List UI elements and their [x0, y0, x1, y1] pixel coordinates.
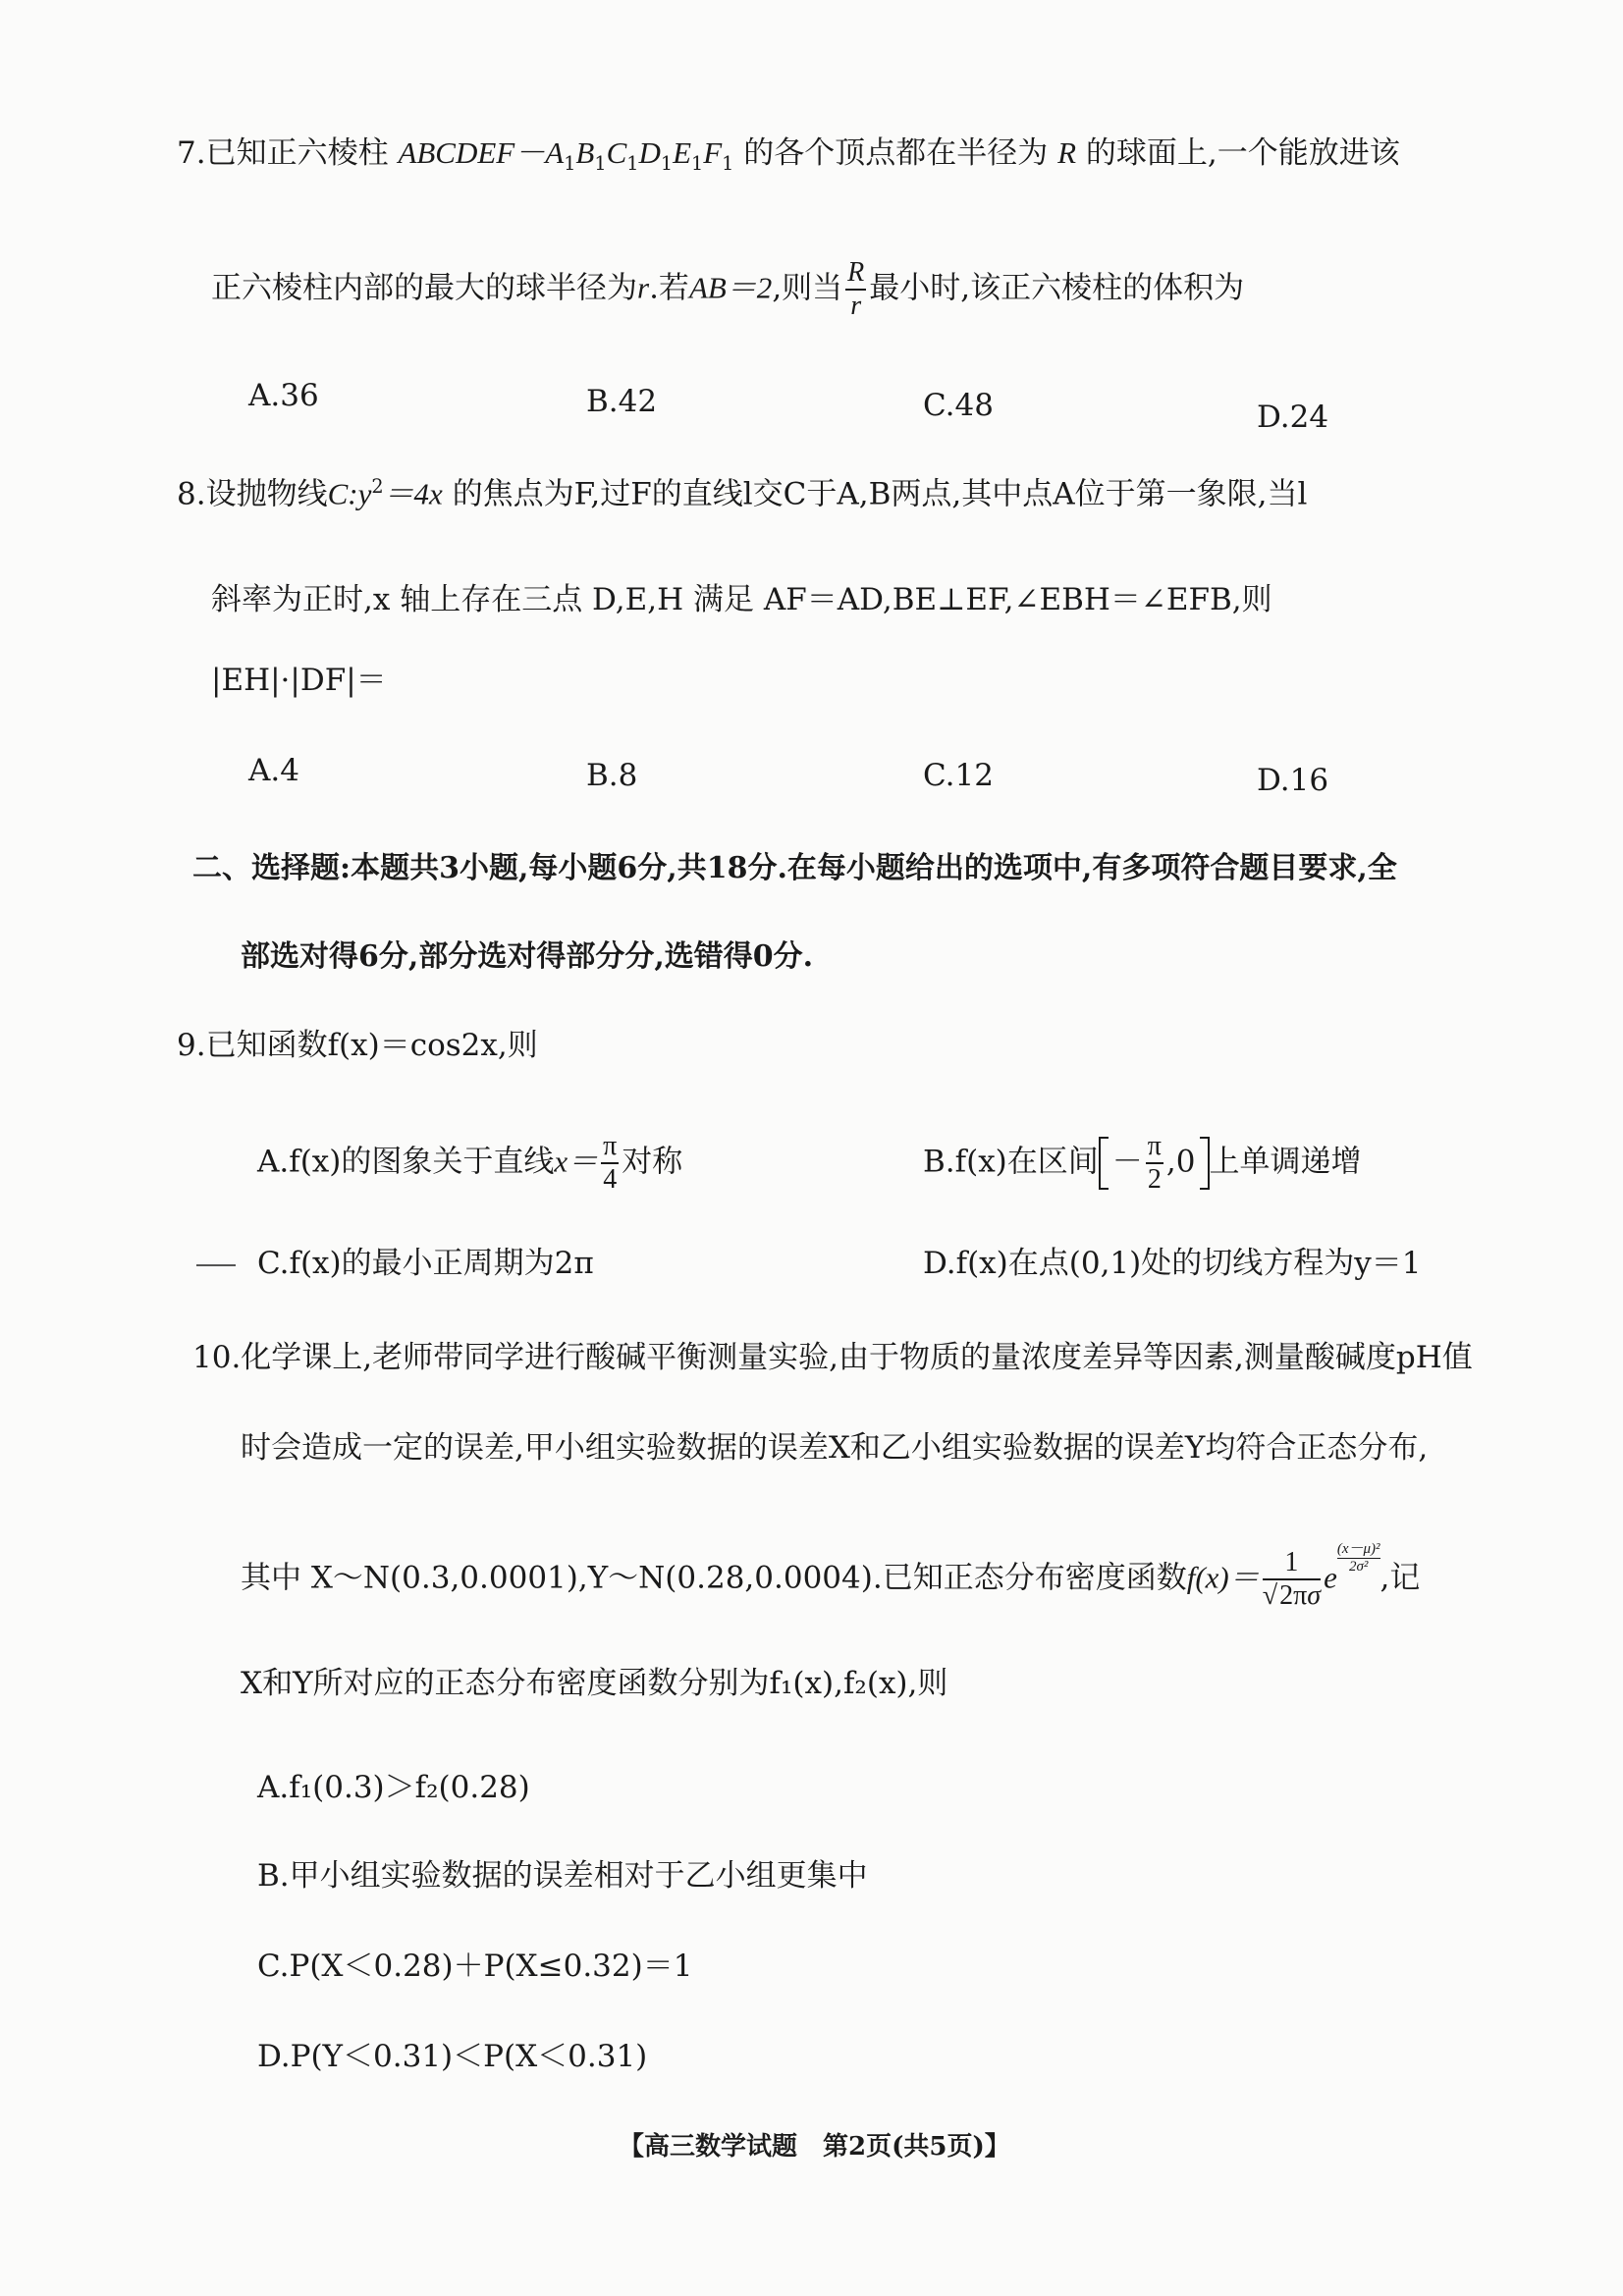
q7-option-a: A.36: [248, 378, 319, 413]
q10-option-a: A.f₁(0.3)＞f₂(0.28): [257, 1770, 530, 1805]
q7-text-6: ,则当: [772, 270, 843, 306]
q8-option-c: C.12: [923, 758, 994, 793]
stray-dash-mark: [196, 1264, 236, 1266]
q9-b-zero: ,0: [1165, 1144, 1196, 1180]
section2-heading-line1: 二、选择题:本题共3小题,每小题6分,共18分.在每小题给出的选项中,有多项符合题目要求,全: [192, 851, 1397, 885]
q8-text-2: 的焦点为F,过F的直线l交C于A,B两点,其中点A位于第一象限,当l: [452, 476, 1308, 512]
q7-line1: 7.已知正六棱柱 $ABCDEF-A_1B_1C_1D_1E_1F_1$ 的各个顶点都在半径为 R 的球面上,一个能放进该: [177, 135, 1400, 176]
q7-r: r: [637, 270, 650, 305]
q10-option-d: D.P(Y＜0.31)＜P(X＜0.31): [257, 2039, 648, 2074]
q9-b-text: B.f(x)在区间: [923, 1144, 1099, 1180]
q9-b-fraction: $\frac{\pi}{2}$: [1147, 1131, 1162, 1196]
q7-ratio-fraction: $\frac{R}{r}$: [847, 257, 865, 322]
q7-text: 7.已知正六棱柱: [177, 135, 389, 171]
q10-line4: X和Y所对应的正态分布密度函数分别为f₁(x),f₂(x),则: [241, 1666, 948, 1701]
q7-line2: [211, 257, 1244, 322]
q9-stem: 9.已知函数f(x)＝cos2x,则: [177, 1028, 538, 1063]
q7-R: R: [1057, 135, 1077, 170]
q10-density-fraction: $\frac{1}{√2\pi\sigma}$: [1262, 1546, 1322, 1611]
q7-text-3: 的球面上,一个能放进该: [1085, 135, 1400, 171]
q10-line1: 10.化学课上,老师带同学进行酸碱平衡测量实验,由于物质的量浓度差异等因素,测量酸碱度pH值: [192, 1340, 1473, 1375]
q8-text: 8.设抛物线: [177, 476, 328, 512]
q9-option-a: [257, 1131, 682, 1196]
q7-text-4: 正六棱柱内部的最大的球半径为: [211, 270, 637, 306]
q8-option-d: D.16: [1257, 763, 1329, 798]
q10-option-b: B.甲小组实验数据的误差相对于乙小组更集中: [257, 1858, 868, 1894]
q9-a-text: A.f(x)的图象关于直线: [257, 1144, 555, 1180]
q9-b-minus: －: [1111, 1144, 1143, 1180]
section2-heading-line2: 部选对得6分,部分选对得部分分,选错得0分.: [241, 939, 814, 974]
q10-text: 其中 X～N(0.3,0.0001),Y～N(0.28,0.0004).已知正态分布密度函数: [241, 1560, 1187, 1596]
q10-exponent: $\frac{\text{(x－μ)²}}{\text{2σ²}}$: [1336, 1541, 1380, 1575]
q8-curve-rest: ＝4x: [383, 476, 443, 511]
left-bracket: [1099, 1137, 1109, 1190]
page-footer: 【高三数学试题 第2页(共5页)】: [619, 2132, 1010, 2162]
q9-option-b: [923, 1131, 1362, 1196]
q7-option-d: D.24: [1257, 400, 1329, 435]
q9-option-d: D.f(x)在点(0,1)处的切线方程为y＝1: [923, 1246, 1422, 1281]
q7-ab: AB＝2: [688, 270, 773, 305]
q10-line2: 时会造成一定的误差,甲小组实验数据的误差X和乙小组实验数据的误差Y均符合正态分布,: [241, 1430, 1429, 1466]
q8-line3: |EH|·|DF|＝: [211, 663, 387, 698]
right-bracket: [1200, 1137, 1210, 1190]
q9-a-fraction: $\frac{\pi}{4}$: [603, 1131, 618, 1196]
q9-a-x: x＝: [554, 1144, 599, 1179]
q8-curve: C:y: [327, 476, 372, 511]
q7-option-c: C.48: [923, 388, 994, 423]
q10-e: e: [1324, 1560, 1337, 1595]
q10-option-c: C.P(X＜0.28)＋P(X≤0.32)＝1: [257, 1949, 693, 1984]
q8-line2: 斜率为正时,x 轴上存在三点 D,E,H 满足 AF＝AD,BE⊥EF,∠EBH＝∠EFB,则: [211, 582, 1272, 617]
q8-option-a: A.4: [248, 753, 299, 788]
q8-sq: 2: [371, 475, 384, 498]
q8-line1: [177, 475, 1308, 512]
q8-option-b: B.8: [586, 758, 638, 793]
q9-option-c: C.f(x)的最小正周期为2π: [257, 1246, 594, 1281]
q10-line3: [241, 1541, 1420, 1612]
q7-text-2: 的各个顶点都在半径为: [743, 135, 1049, 171]
q7-option-b: B.42: [586, 384, 658, 419]
q10-fx: f(x)＝: [1186, 1560, 1260, 1595]
q7-text-5: .若: [649, 270, 689, 306]
prism-name: ABCDEF－A: [398, 135, 565, 170]
q9-a-text-2: 对称: [622, 1144, 683, 1180]
q9-b-text-2: 上单调递增: [1209, 1144, 1362, 1180]
q7-text-7: 最小时,该正六棱柱的体积为: [869, 270, 1245, 306]
q10-text-2: ,记: [1380, 1560, 1421, 1596]
